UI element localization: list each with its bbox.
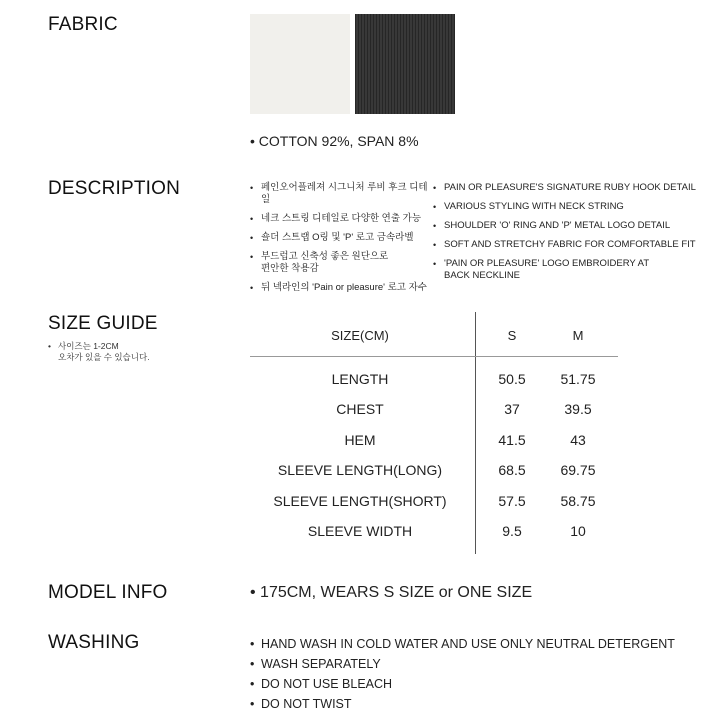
- description-en-item: • VARIOUS STYLING WITH NECK STRING: [433, 201, 703, 213]
- model-info-text: • 175CM, WEARS S SIZE or ONE SIZE: [250, 584, 533, 601]
- description-ko-item-cont: [250, 263, 430, 275]
- size-row-m: 10: [570, 523, 586, 539]
- size-row-m: 51.75: [560, 371, 596, 387]
- description-ko-item: • 부드럽고 신축성 좋은 원단으로: [250, 251, 430, 263]
- washing-title: WASHING: [48, 632, 140, 653]
- washing-item: • WASH SEPARATELY: [250, 654, 710, 674]
- size-table-header-label: SIZE(CM): [331, 328, 389, 343]
- description-en-item-cont: [433, 270, 703, 282]
- fabric-swatch-white: [250, 14, 350, 114]
- description-title: DESCRIPTION: [48, 178, 181, 199]
- size-note-line2: 오차가 있을 수 있습니다.: [58, 352, 150, 362]
- size-row-label: CHEST: [336, 401, 384, 417]
- description-korean-list: [250, 182, 430, 301]
- fabric-title: FABRIC: [48, 14, 118, 35]
- size-row-m: 39.5: [564, 401, 592, 417]
- size-table-header-s: S: [507, 328, 517, 343]
- size-guide-title: SIZE GUIDE: [48, 313, 158, 334]
- description-ko-item: • 숄더 스트랩 O링 및 'P' 로고 금속라벨: [250, 232, 430, 244]
- size-row-s: 37: [504, 401, 520, 417]
- washing-item: • DO NOT TWIST: [250, 694, 710, 714]
- size-row-m: 43: [570, 432, 586, 448]
- description-en-item: • SHOULDER 'O' RING AND 'P' METAL LOGO DETAIL: [433, 220, 703, 232]
- size-row-s: 50.5: [498, 371, 526, 387]
- description-en-cont-text: BACK NECKLINE: [444, 270, 521, 281]
- description-en-item: • PAIN OR PLEASURE'S SIGNATURE RUBY HOOK DETAIL: [433, 182, 703, 194]
- fabric-swatch-black: [355, 14, 455, 114]
- size-note: • 사이즈는 1-2CM 오차가 있을 수 있습니다.: [48, 341, 150, 362]
- size-row-label: HEM: [344, 432, 376, 448]
- size-row-label: LENGTH: [331, 371, 389, 387]
- fabric-composition: • COTTON 92%, SPAN 8%: [250, 133, 419, 149]
- description-ko-item: • 네크 스트링 디테일로 다양한 연출 가능: [250, 213, 430, 225]
- size-row-m: 69.75: [560, 462, 596, 478]
- size-row-m: 58.75: [560, 493, 596, 509]
- size-table-header-divider: [250, 356, 618, 357]
- washing-item: • DO NOT USE BLEACH: [250, 674, 710, 694]
- washing-item: • HAND WASH IN COLD WATER AND USE ONLY NEUTRAL DETERGENT: [250, 634, 710, 654]
- description-ko-item: • 뒤 넥라인의 'Pain or pleasure' 로고 자수: [250, 282, 430, 294]
- washing-list: [250, 634, 710, 714]
- size-row-s: 41.5: [498, 432, 526, 448]
- model-info-title: MODEL INFO: [48, 582, 168, 603]
- size-table-header-m: M: [572, 328, 584, 343]
- size-row-label: SLEEVE WIDTH: [307, 523, 413, 539]
- size-row-s: 9.5: [502, 523, 522, 539]
- size-note-line1: 사이즈는 1-2CM: [58, 341, 119, 351]
- size-row-s: 68.5: [498, 462, 526, 478]
- description-english-list: [433, 182, 703, 289]
- description-ko-cont-text: 편안한 착용감: [261, 263, 319, 274]
- size-row-label: SLEEVE LENGTH(LONG): [277, 462, 443, 478]
- size-table-vertical-divider: [475, 312, 476, 554]
- description-ko-item: • 페인오어플레져 시그니처 루비 후크 디테일: [250, 182, 430, 206]
- size-row-s: 57.5: [498, 493, 526, 509]
- description-en-item: • 'PAIN OR PLEASURE' LOGO EMBROIDERY AT: [433, 258, 703, 270]
- description-en-item: • SOFT AND STRETCHY FABRIC FOR COMFORTABLE FIT: [433, 239, 703, 251]
- size-row-label: SLEEVE LENGTH(SHORT): [273, 493, 447, 509]
